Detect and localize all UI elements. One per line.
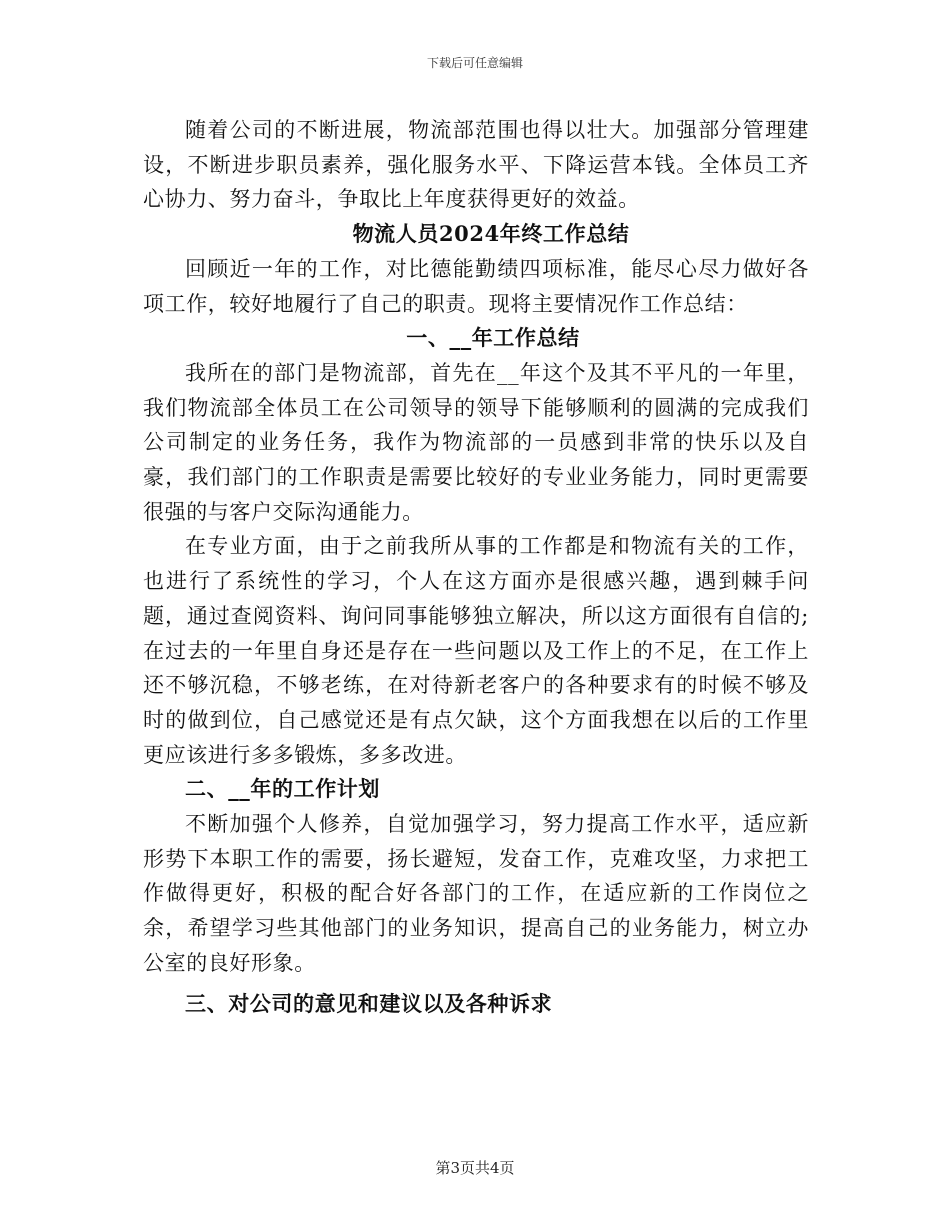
section1-heading: 一、__年工作总结 bbox=[406, 325, 580, 351]
intro-paragraph: 随着公司的不断进展，物流部范围也得以壮大。加强部分管理建设，不断进步职员素养，强化服务水平、下降运营本钱。全体员工齐心协力、努力奋斗，争取比上年度获得更好的效益。 bbox=[143, 118, 809, 212]
section3-heading: 三、对公司的意见和建议以及各种诉求 bbox=[185, 990, 553, 1016]
section2-heading: 二、__年的工作计划 bbox=[185, 776, 380, 802]
opening-paragraph: 回顾近一年的工作，对比德能勤绩四项标准，能尽心尽力做好各项工作，较好地履行了自己的职责。现将主要情况作工作总结： bbox=[143, 256, 809, 316]
section2-paragraph: 不断加强个人修养，自觉加强学习，努力提高工作水平，适应新形势下本职工作的需要，扬长避短，发奋工作，克难攻坚，力求把工作做得更好，积极的配合好各部门的工作，在适应新的工作岗位之余，希望学习些其他部门的业务知识，提高自己的业务能力，树立办公室的良好形象。 bbox=[143, 812, 809, 975]
page-footer: 第3页共4页 bbox=[435, 1159, 515, 1177]
section1-paragraph-2: 在专业方面，由于之前我所从事的工作都是和物流有关的工作，也进行了系统性的学习，个人在这方面亦是很感兴趣，遇到棘手问题，通过查阅资料、询问同事能够独立解决，所以这方面很有自信的;在过去的一年里自身还是存在一些问题以及工作上的不足，在工作上还不够沉稳，不够老练，在对待新老客户的各种要求有的时候不够及时的做到位，自己感觉还是有点欠缺，这个方面我想在以后的工作里更应该进行多多锻炼，多多改进。 bbox=[143, 534, 809, 767]
document-body bbox=[143, 113, 809, 1021]
section1-paragraph-1: 我所在的部门是物流部，首先在__年这个及其不平凡的一年里，我们物流部全体员工在公司领导的领导下能够顺利的圆满的完成我们公司制定的业务任务，我作为物流部的一员感到非常的快乐以及自豪，我们部门的工作职责是需要比较好的专业业务能力，同时更需要很强的与客户交际沟通能力。 bbox=[143, 360, 809, 524]
page-header: 下载后可任意编辑 bbox=[426, 56, 523, 70]
document-title: 物流人员2024年终工作总结 bbox=[352, 221, 630, 247]
